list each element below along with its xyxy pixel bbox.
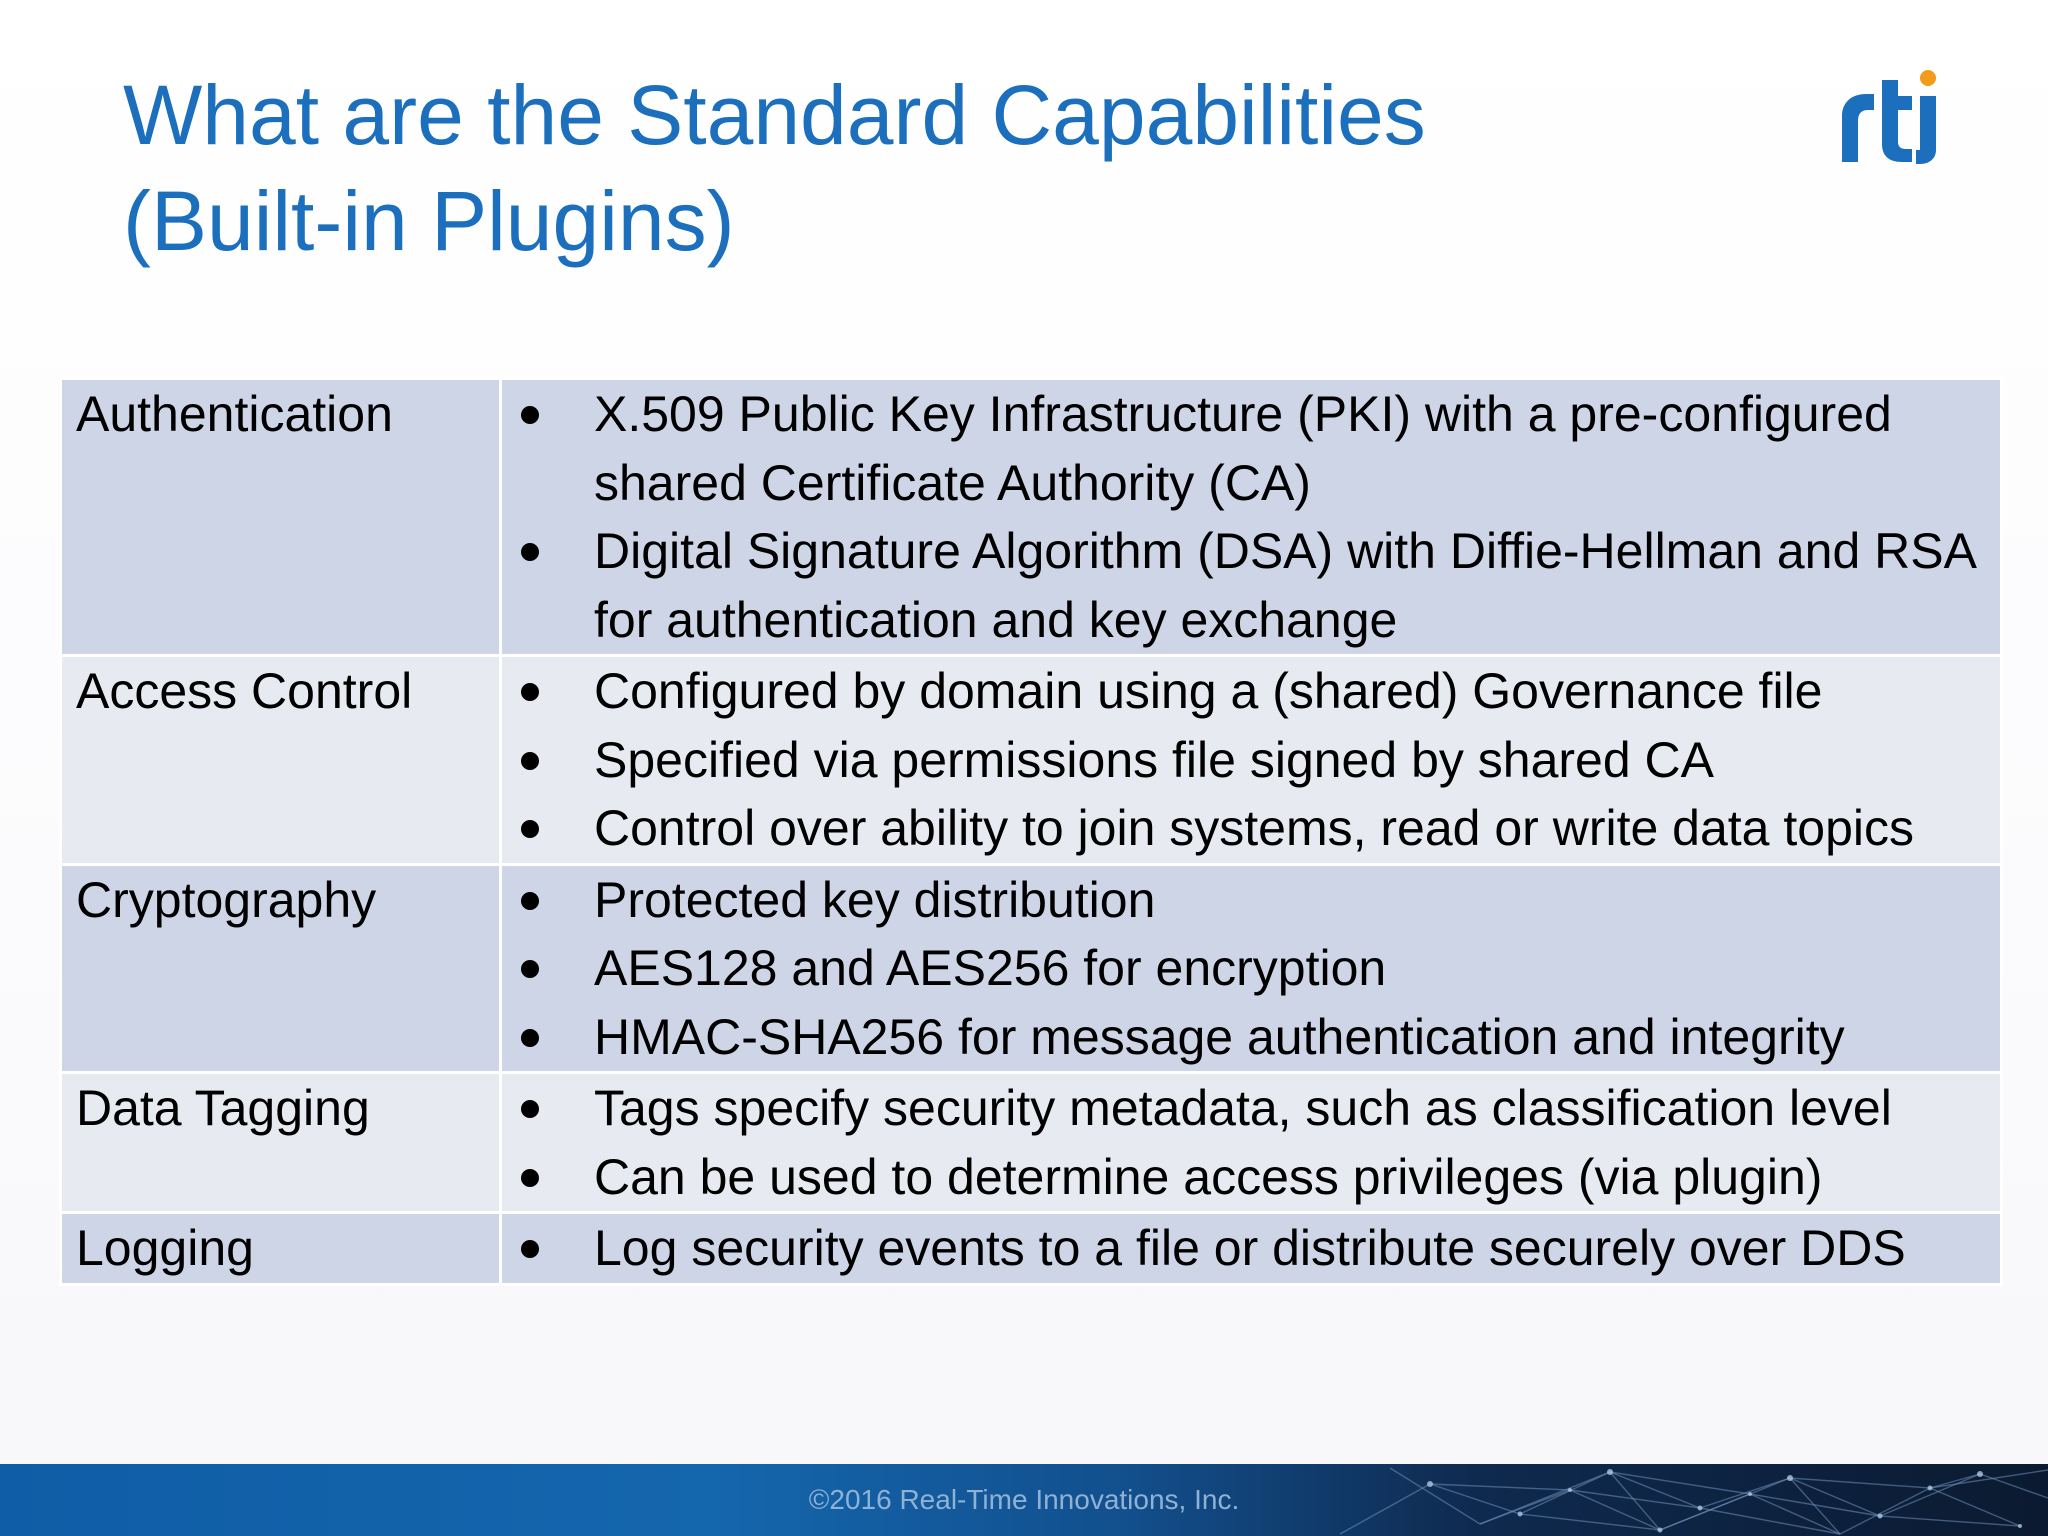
list-item-text: Configured by domain using a (shared) Governance file [594, 663, 1823, 719]
bullet-icon [521, 892, 539, 910]
list-item-text: Protected key distribution [594, 871, 1156, 928]
list-item [502, 1143, 2000, 1212]
list-item [502, 657, 2000, 726]
bullet-icon [521, 960, 539, 978]
bullet-icon [521, 1029, 539, 1047]
list-item [502, 1003, 2000, 1072]
list-item-text: Log security events to a file or distribute securely over DDS [594, 1220, 1906, 1276]
list-item [502, 794, 2000, 863]
list-item [502, 517, 2000, 654]
list-item [502, 1214, 2000, 1283]
copyright-text: ©2016 Real-Time Innovations, Inc. [808, 1484, 1240, 1515]
list-item-text: Tags specify security metadata, such as classification level [594, 1080, 1892, 1136]
capability-name: Data Tagging [61, 1073, 501, 1213]
capability-name: Logging [61, 1213, 501, 1285]
capability-items [501, 1213, 2002, 1285]
rti-logo [1838, 66, 1950, 166]
list-item-text: HMAC-SHA256 for message authentication and integrity [594, 1008, 1845, 1065]
list-item [502, 726, 2000, 795]
slide-title [123, 62, 1623, 274]
bullet-icon [521, 752, 539, 770]
table-row-cryptography [61, 864, 2002, 1073]
capability-items [501, 864, 2002, 1073]
capability-items [501, 379, 2002, 656]
list-item-text: Specified via permissions file signed by shared CA [594, 731, 1714, 788]
bullet-icon [521, 683, 539, 701]
list-item-text: Digital Signature Algorithm (DSA) with Diffie-Hellman and RSA for authentication and key exchange [594, 523, 1975, 648]
table-row-access-control [61, 656, 2002, 865]
bullet-icon [521, 1169, 539, 1187]
list-item [502, 866, 2000, 935]
capability-name: Access Control [61, 656, 501, 865]
list-item-text: X.509 Public Key Infrastructure (PKI) with a pre-configured shared Certificate Authority (CA) [594, 386, 1892, 511]
list-item-text: Can be used to determine access privileges (via plugin) [594, 1148, 1823, 1205]
footer-bar [0, 1464, 2048, 1536]
bullet-icon [521, 1100, 539, 1118]
capability-items [501, 656, 2002, 865]
bullet-icon [521, 820, 539, 838]
capability-name: Cryptography [61, 864, 501, 1073]
bullet-icon [521, 1240, 539, 1258]
table-row-authentication [61, 379, 2002, 656]
list-item-text: AES128 and AES256 for encryption [594, 940, 1387, 996]
list-item [502, 934, 2000, 1003]
bullet-icon [521, 543, 539, 561]
slide-title-line-2: (Built-in Plugins) [123, 174, 735, 268]
slide-title-line-1: What are the Standard Capabilities [123, 68, 1426, 162]
table-row-logging [61, 1213, 2002, 1285]
capability-name: Authentication [61, 379, 501, 656]
capabilities-table [59, 377, 2003, 1286]
list-item [502, 380, 2000, 517]
table-row-data-tagging [61, 1073, 2002, 1213]
capability-items [501, 1073, 2002, 1213]
bullet-icon [521, 406, 539, 424]
list-item [502, 1074, 2000, 1143]
list-item-text: Control over ability to join systems, read or write data topics [594, 800, 1914, 856]
